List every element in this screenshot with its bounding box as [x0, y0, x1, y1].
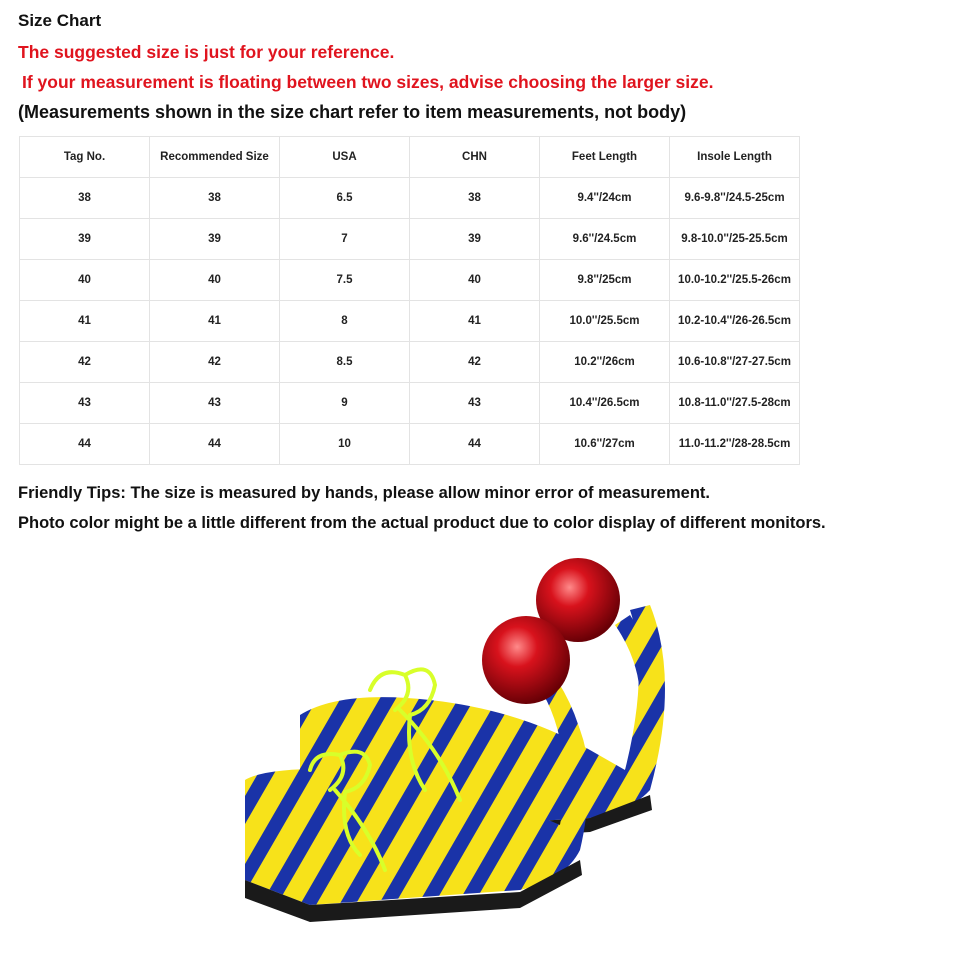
table-row: [20, 260, 800, 301]
cell: 7.5: [280, 260, 410, 301]
table-row: [20, 424, 800, 465]
larger-size-note: If your measurement is floating between two sizes, advise choosing the larger size.: [22, 72, 714, 92]
cell: 10.2-10.4''/26-26.5cm: [670, 301, 800, 342]
cell: 40: [410, 260, 540, 301]
cell: 43: [20, 383, 150, 424]
cell: 39: [150, 219, 280, 260]
cell: 42: [150, 342, 280, 383]
table-row: [20, 178, 800, 219]
measurement-note: (Measurements shown in the size chart refer to item measurements, not body): [18, 102, 687, 122]
table-row: [20, 383, 800, 424]
cell: 41: [410, 301, 540, 342]
table-row: [20, 301, 800, 342]
page-title: Size Chart: [18, 11, 102, 30]
cell: 10.8-11.0''/27.5-28cm: [670, 383, 800, 424]
table-row: [20, 342, 800, 383]
cell: 6.5: [280, 178, 410, 219]
cell: 42: [20, 342, 150, 383]
table-row: [20, 219, 800, 260]
cell: 39: [20, 219, 150, 260]
cell: 9.6''/24.5cm: [540, 219, 670, 260]
header-chn: CHN: [410, 137, 540, 178]
table-header-row: [20, 137, 800, 178]
cell: 44: [410, 424, 540, 465]
cell: 9.6-9.8''/24.5-25cm: [670, 178, 800, 219]
cell: 8.5: [280, 342, 410, 383]
cell: 44: [150, 424, 280, 465]
cell: 9.4''/24cm: [540, 178, 670, 219]
cell: 10.2''/26cm: [540, 342, 670, 383]
cell: 11.0-11.2''/28-28.5cm: [670, 424, 800, 465]
reference-note: The suggested size is just for your reference.: [18, 42, 395, 62]
friendly-tips: Friendly Tips: The size is measured by hands, please allow minor error of measurement.: [18, 484, 710, 502]
cell: 10: [280, 424, 410, 465]
cell: 41: [20, 301, 150, 342]
cell: 10.6-10.8''/27-27.5cm: [670, 342, 800, 383]
cell: 9: [280, 383, 410, 424]
header-usa: USA: [280, 137, 410, 178]
clown-shoes-image: [230, 550, 710, 950]
cell: 10.6''/27cm: [540, 424, 670, 465]
cell: 40: [150, 260, 280, 301]
cell: 10.0-10.2''/25.5-26cm: [670, 260, 800, 301]
size-table: [19, 136, 800, 465]
cell: 42: [410, 342, 540, 383]
cell: 39: [410, 219, 540, 260]
cell: 38: [150, 178, 280, 219]
cell: 10.4''/26.5cm: [540, 383, 670, 424]
cell: 43: [410, 383, 540, 424]
header-feet-length: Feet Length: [540, 137, 670, 178]
header-tag-no: Tag No.: [20, 137, 150, 178]
cell: 38: [410, 178, 540, 219]
cell: 9.8-10.0''/25-25.5cm: [670, 219, 800, 260]
cell: 7: [280, 219, 410, 260]
cell: 40: [20, 260, 150, 301]
cell: 41: [150, 301, 280, 342]
cell: 10.0''/25.5cm: [540, 301, 670, 342]
cell: 44: [20, 424, 150, 465]
header-insole-length: Insole Length: [670, 137, 800, 178]
cell: 38: [20, 178, 150, 219]
header-recommended-size: Recommended Size: [150, 137, 280, 178]
cell: 9.8''/25cm: [540, 260, 670, 301]
cell: 8: [280, 301, 410, 342]
cell: 43: [150, 383, 280, 424]
photo-color-note: Photo color might be a little different from the actual product due to color display of different monitors.: [18, 514, 826, 532]
